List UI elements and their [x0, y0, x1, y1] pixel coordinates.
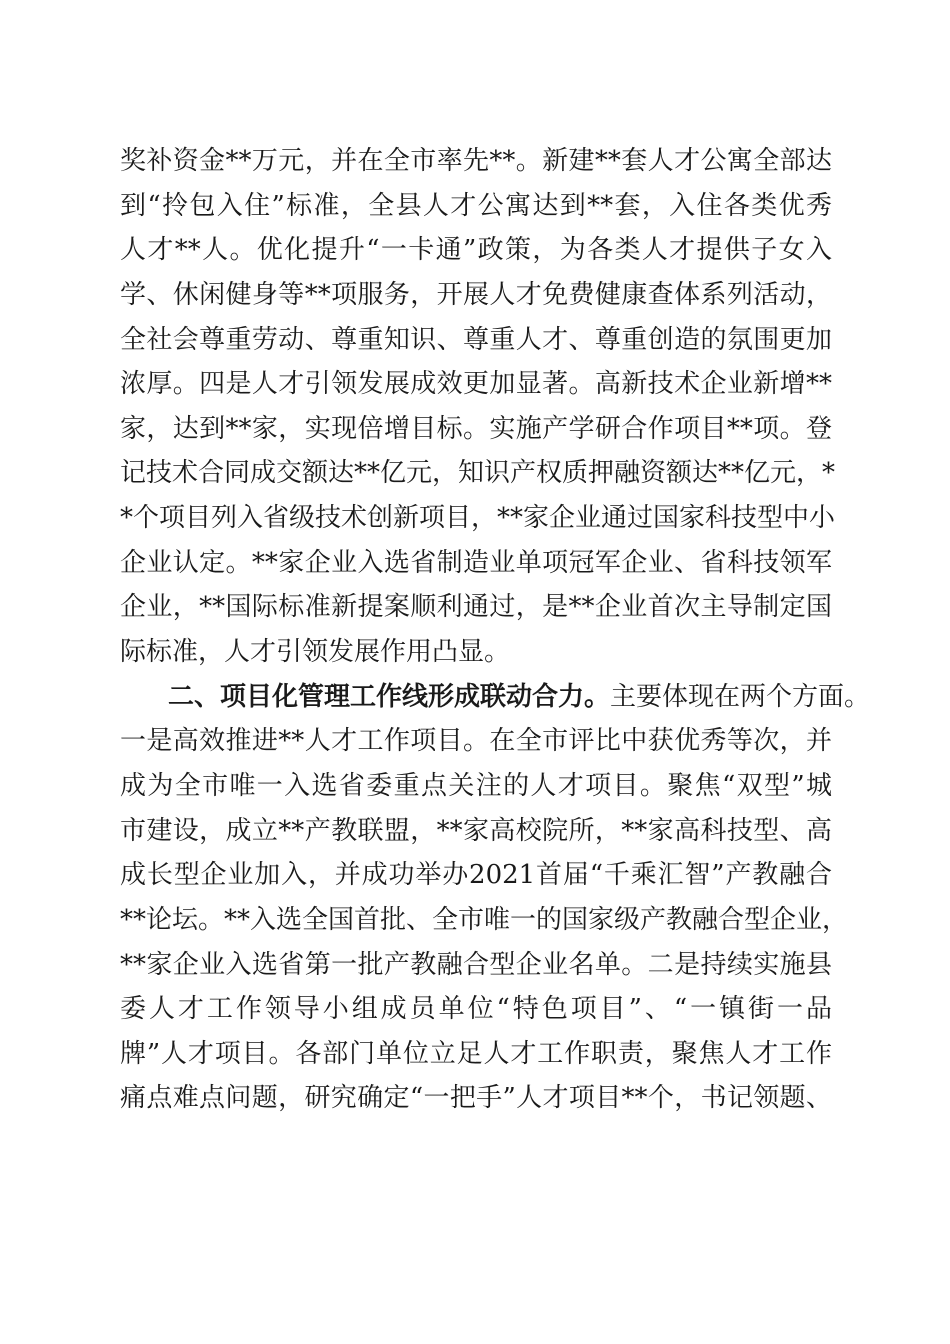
text-line: 人才**人。优化提升“一卡通”政策，为各类人才提供子女入: [120, 235, 832, 266]
text-line: 成为全市唯一入选省委重点关注的人才项目。聚焦“双型”城: [120, 770, 832, 801]
text-line: 全社会尊重劳动、尊重知识、尊重人才、尊重创造的氛围更加: [120, 324, 832, 355]
text-line: 学、休闲健身等**项服务，开展人才免费健康查体系列活动，: [120, 279, 832, 310]
heading-followup-text: 主要体现在两个方面。: [610, 681, 871, 712]
text-line: **家企业入选省第一批产教融合型企业名单。二是持续实施县: [120, 949, 832, 980]
paragraph-2-first-line: [120, 675, 871, 720]
text-line: 成长型企业加入，并成功举办2021首届“千乘汇智”产教融合: [120, 860, 832, 891]
text-line: *个项目列入省级技术创新项目，**家企业通过国家科技型中小: [120, 503, 836, 534]
text-line: 牌”人才项目。各部门单位立足人才工作职责，聚焦人才工作: [120, 1038, 832, 1069]
paragraph-1: [120, 139, 836, 675]
text-line: 市建设，成立**产教联盟，**家高校院所，**家高科技型、高: [120, 815, 832, 846]
text-line: 记技术合同成交额达**亿元，知识产权质押融资额达**亿元，*: [120, 458, 836, 489]
paragraph-2: [120, 675, 871, 1121]
text-line: 到“拎包入住”标准，全县人才公寓达到**套，入住各类优秀: [120, 190, 832, 221]
text-line: 家，达到**家，实现倍增目标。实施产学研合作项目**项。登: [120, 413, 832, 444]
text-line: 浓厚。四是人才引领发展成效更加显著。高新技术企业新增**: [120, 369, 832, 400]
text-line: 一是高效推进**人才工作项目。在全市评比中获优秀等次，并: [120, 726, 832, 757]
document-body: [120, 139, 871, 1121]
text-line: 委人才工作领导小组成员单位“特色项目”、“一镇街一品: [120, 994, 832, 1025]
text-line: **论坛。**入选全国首批、全市唯一的国家级产教融合型企业，: [120, 904, 849, 935]
text-line: 企业，**国际标准新提案顺利通过，是**企业首次主导制定国: [120, 592, 832, 623]
section-heading: 二、项目化管理工作线形成联动合力。: [168, 681, 611, 712]
text-line-last: 际标准，人才引领发展作用凸显。: [120, 637, 511, 668]
text-line: 企业认定。**家企业入选省制造业单项冠军企业、省科技领军: [120, 547, 832, 578]
text-line: 痛点难点问题，研究确定“一把手”人才项目**个，书记领题、: [120, 1083, 832, 1114]
text-line: 奖补资金**万元，并在全市率先**。新建**套人才公寓全部达: [120, 146, 832, 176]
